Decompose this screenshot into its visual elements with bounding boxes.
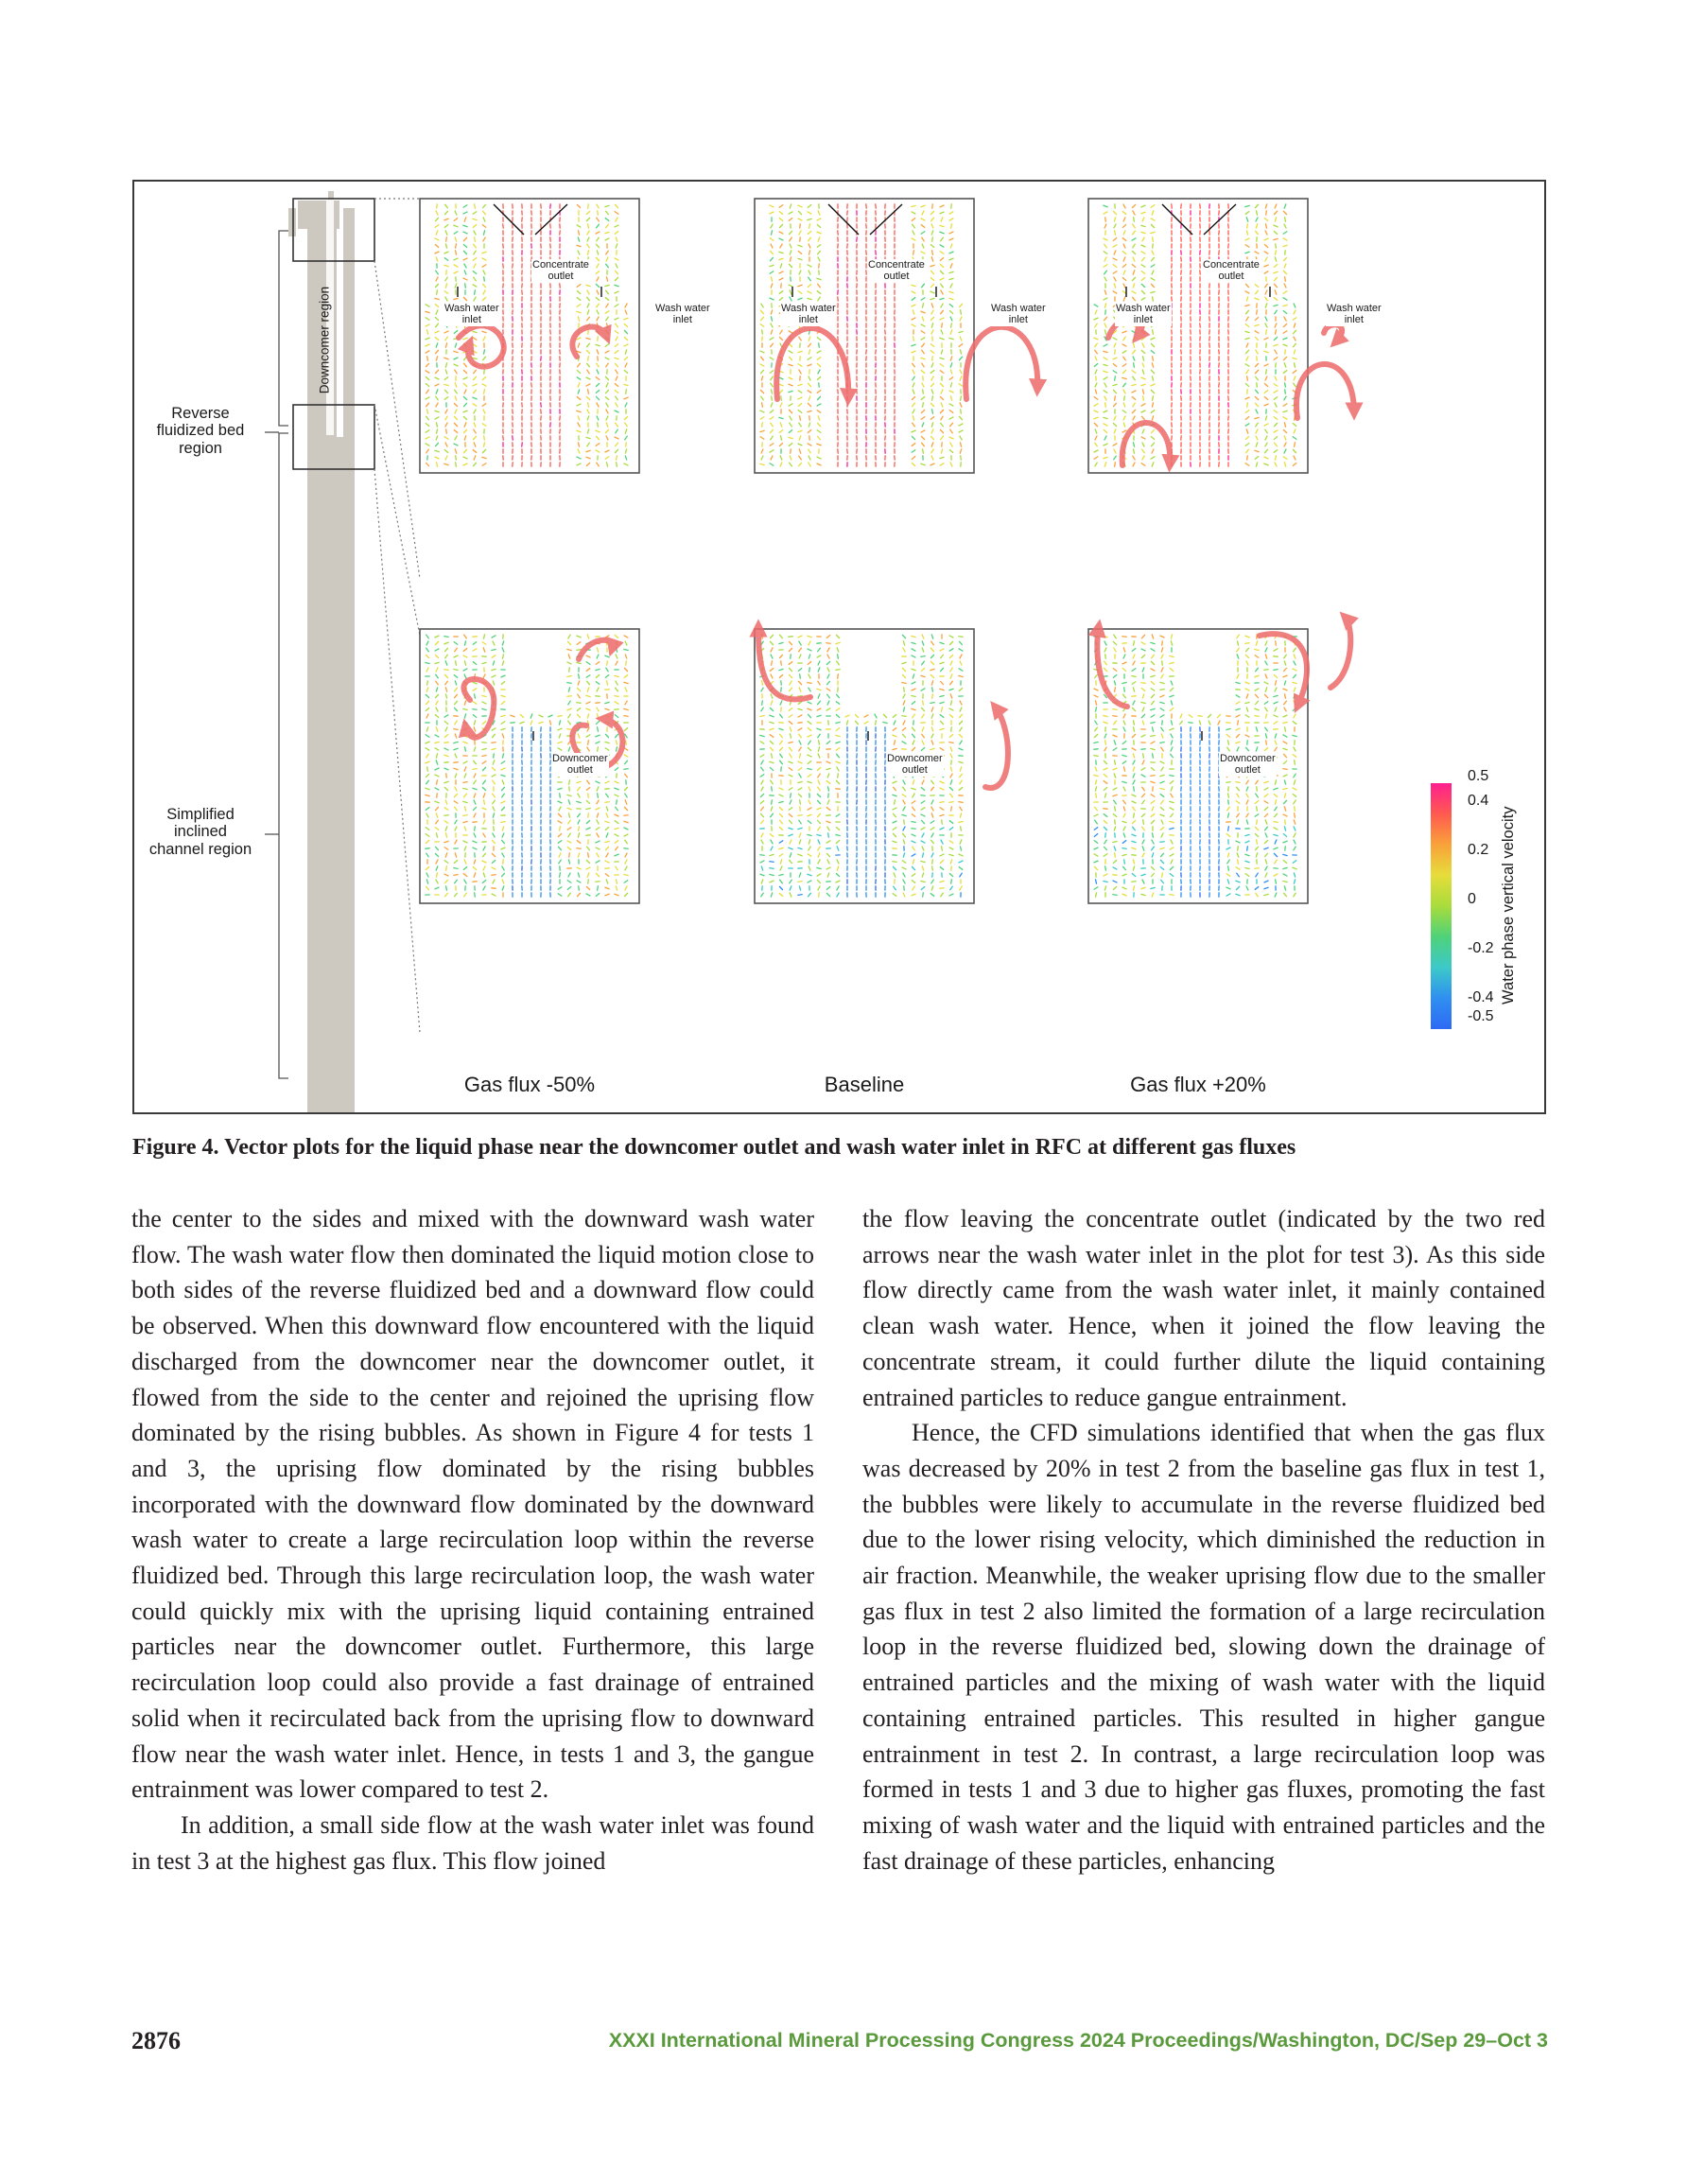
colorbar-tick: -0.2 (1468, 940, 1494, 956)
wash-water-inlet-label-1a: Wash water inlet (444, 303, 499, 326)
condition-label-test3 (1094, 1050, 1302, 1114)
conference-footer: XXXI International Mineral Processing Congress 2024 Proceedings/Washington, DC/Sep 29–Oct 3 (608, 2029, 1548, 2052)
wash-water-inlet-label-2b: Wash water inlet (991, 303, 1046, 326)
colorbar-tick: 0 (1468, 891, 1476, 907)
colorbar-tick: 0.5 (1468, 768, 1489, 784)
wash-water-inlet-label-2a: Wash water inlet (781, 303, 836, 326)
downcomer-outlet-label-3: Downcomer outlet (1220, 753, 1276, 777)
left-column (131, 1201, 814, 1878)
figure-caption: Figure 4. Vector plots for the liquid phase near the downcomer outlet and wash water inlet in RFC at different gas fluxes (132, 1135, 1296, 1160)
page-number: 2876 (131, 2027, 181, 2054)
wash-water-inlet-label-3a: Wash water inlet (1116, 303, 1171, 326)
wash-water-inlet-label-1b: Wash water inlet (655, 303, 710, 326)
concentrate-outlet-label-1: Concentrate outlet (532, 259, 589, 283)
downcomer-region-label: Downcomer region (317, 286, 332, 394)
vector-panel-top-3 (1088, 199, 1308, 473)
condition-name: Gas flux -50% (463, 1072, 596, 1096)
condition-name: Gas flux +20% (1130, 1072, 1266, 1096)
paragraph: the center to the sides and mixed with the downward wash water flow. The wash water flow then dominated the liquid motion close to both sides of the reverse fluidized bed and a downward flow could be observed. When this downward flow encountered with the liquid discharged from the downcomer near the downcomer outlet, it flowed from the side to the center and rejoined the uprising flow dominated by the rising bubbles. As shown in Figure 4 for tests 1 and 3, the uprising flow dominated by the rising bubbles incorporated with the downward flow dominated by the downward wash water to create a large recirculation loop within the reverse fluidized bed. Through this large recirculation loop, the wash water could quickly mix with the uprising liquid containing entrained particles near the downcomer outlet. Furthermore, this large recirculation loop could also provide a fast drainage of entrained solid when it recirculated back from the uprising flow to downward flow near the wash water inlet. Hence, in tests 1 and 3, the gangue entrainment was lower compared to test 2. (131, 1205, 814, 1804)
downcomer-outlet-label-1: Downcomer outlet (552, 753, 608, 777)
concentrate-outlet-label-2: Concentrate outlet (868, 259, 925, 283)
paragraph: the flow leaving the concentrate outlet (indicated by the two red arrows near the wash water inlet in the plot for test 3). As this side flow directly came from the wash water inlet, it mainly contained clean wash water. Hence, when it joined the flow leaving the concentrate stream, it could further dilute the liquid containing entrained particles to reduce gangue entrainment. (862, 1205, 1545, 1411)
concentrate-outlet-label-3: Concentrate outlet (1203, 259, 1260, 283)
colorbar-tick: 0.2 (1468, 842, 1489, 858)
paragraph: Hence, the CFD simulations identified that when the gas flux was decreased by 20% in test 2 from the baseline gas flux in test 1, the bubbles were likely to accumulate in the reverse fluidized bed due to the lower rising velocity, which diminished the reduction in air fraction. Meanwhile, the weaker uprising flow due to the smaller gas flux in test 2 also limited the formation of a large recirculation loop in the reverse fluidized bed, slowing down the drainage of entrained particles and the mixing of wash water with the liquid containing entrained particles. This resulted in higher gangue entrainment in test 2. In contrast, a large recirculation loop was formed in tests 1 and 3 due to higher gas fluxes, promoting the fast mixing of wash water and the liquid with entrained particles and the fast drainage of these particles, enhancing (862, 1419, 1545, 1875)
downcomer-outlet-label-2: Downcomer outlet (887, 753, 943, 777)
vector-plot-panels (420, 199, 1354, 903)
reverse-bed-region-label: Reverse fluidized bed region (156, 405, 245, 457)
right-column (862, 1201, 1545, 1878)
colorbar-tick: -0.5 (1468, 1008, 1494, 1024)
colorbar (1431, 783, 1452, 1029)
condition-label-test1 (760, 1050, 968, 1114)
figure-4 (132, 180, 1546, 1114)
colorbar-tick: -0.4 (1468, 989, 1494, 1005)
colorbar-label: Water phase vertical velocity (1499, 806, 1517, 1005)
condition-label-test2 (426, 1050, 634, 1114)
paragraph: In addition, a small side flow at the wash water inlet was found in test 3 at the highest gas flux. This flow joined (131, 1810, 814, 1875)
condition-name: Baseline (824, 1072, 905, 1096)
inclined-channel-region-label: Simplified inclined channel region (148, 806, 252, 858)
vector-panel-top-2 (755, 199, 974, 473)
wash-water-inlet-label-3b: Wash water inlet (1327, 303, 1382, 326)
column-schematic (265, 191, 420, 1114)
colorbar-tick: 0.4 (1468, 793, 1489, 809)
